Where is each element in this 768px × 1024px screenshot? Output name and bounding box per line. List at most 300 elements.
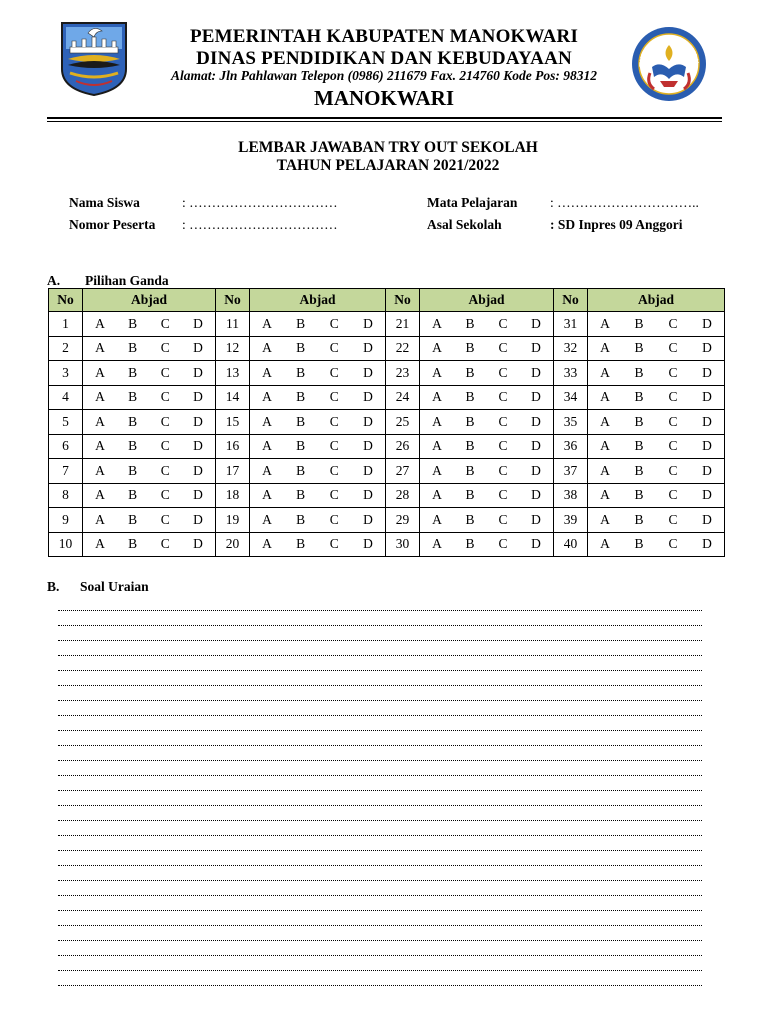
option-d[interactable]: D (531, 364, 541, 380)
essay-line[interactable] (58, 791, 702, 806)
option-d[interactable]: D (363, 340, 373, 356)
option-c[interactable]: C (668, 413, 678, 429)
nomor-peserta-label: Nomor Peserta (69, 217, 156, 232)
table-row (49, 385, 725, 410)
question-number: 15 (216, 410, 250, 435)
answer-options (250, 459, 386, 484)
option-d[interactable]: D (702, 487, 712, 503)
option-a[interactable]: A (262, 487, 272, 503)
question-number: 6 (49, 434, 83, 459)
essay-line[interactable] (58, 626, 702, 641)
option-c[interactable]: C (668, 340, 678, 356)
option-b[interactable]: B (465, 536, 475, 552)
option-c[interactable]: C (668, 511, 678, 527)
option-d[interactable]: D (702, 536, 712, 552)
answer-options (250, 361, 386, 386)
essay-answer-area[interactable] (58, 596, 702, 986)
question-number: 29 (386, 508, 420, 533)
option-c[interactable]: C (329, 462, 339, 478)
section-b-marker: B. (47, 579, 60, 594)
option-a[interactable]: A (600, 315, 610, 331)
answer-options (420, 410, 554, 435)
option-a[interactable]: A (432, 315, 442, 331)
option-a[interactable]: A (600, 462, 610, 478)
essay-line[interactable] (58, 746, 702, 761)
option-a[interactable]: A (600, 364, 610, 380)
option-c[interactable]: C (668, 487, 678, 503)
option-b[interactable]: B (296, 340, 306, 356)
option-c[interactable]: C (329, 413, 339, 429)
nomor-peserta-field[interactable]: : …………………………… (182, 217, 338, 232)
essay-line[interactable] (58, 911, 702, 926)
essay-line[interactable] (58, 941, 702, 956)
answer-options (83, 434, 216, 459)
answer-options (588, 459, 725, 484)
option-b[interactable]: B (128, 389, 138, 405)
table-row (49, 532, 725, 557)
essay-line[interactable] (58, 926, 702, 941)
answer-options (250, 508, 386, 533)
answer-options (83, 385, 216, 410)
abjad-header: Abjad (420, 289, 554, 312)
table-row (49, 312, 725, 337)
answer-options (588, 410, 725, 435)
option-a[interactable]: A (432, 389, 442, 405)
question-number: 19 (216, 508, 250, 533)
question-number: 8 (49, 483, 83, 508)
option-a[interactable]: A (262, 315, 272, 331)
option-c[interactable]: C (329, 536, 339, 552)
option-b[interactable]: B (296, 413, 306, 429)
essay-line[interactable] (58, 671, 702, 686)
option-c[interactable]: C (329, 487, 339, 503)
question-number: 3 (49, 361, 83, 386)
option-b[interactable]: B (634, 487, 644, 503)
option-b[interactable]: B (634, 462, 644, 478)
abjad-header: Abjad (588, 289, 725, 312)
option-d[interactable]: D (363, 389, 373, 405)
question-number: 11 (216, 312, 250, 337)
option-c[interactable]: C (160, 364, 170, 380)
no-header: No (49, 289, 83, 312)
option-d[interactable]: D (363, 487, 373, 503)
option-c[interactable]: C (329, 340, 339, 356)
option-c[interactable]: C (160, 340, 170, 356)
answer-options (83, 336, 216, 361)
question-number: 10 (49, 532, 83, 557)
option-b[interactable]: B (128, 487, 138, 503)
option-b[interactable]: B (128, 536, 138, 552)
question-number: 26 (386, 434, 420, 459)
essay-line[interactable] (58, 611, 702, 626)
option-b[interactable]: B (634, 389, 644, 405)
answer-options (250, 312, 386, 337)
question-number: 33 (554, 361, 588, 386)
option-a[interactable]: A (600, 438, 610, 454)
option-b[interactable]: B (634, 315, 644, 331)
option-a[interactable]: A (600, 536, 610, 552)
option-b[interactable]: B (296, 487, 306, 503)
option-c[interactable]: C (160, 487, 170, 503)
answer-options (420, 459, 554, 484)
option-c[interactable]: C (498, 389, 508, 405)
table-row (49, 361, 725, 386)
option-c[interactable]: C (498, 413, 508, 429)
answer-options (420, 385, 554, 410)
option-b[interactable]: B (296, 438, 306, 454)
answer-options (250, 532, 386, 557)
header-rule-thin (47, 121, 722, 122)
essay-line[interactable] (58, 716, 702, 731)
option-d[interactable]: D (193, 487, 203, 503)
option-c[interactable]: C (668, 389, 678, 405)
header-address: Alamat: Jln Pahlawan Telepon (0986) 211679 Fax. 214760 Kode Pos: 98312 (171, 68, 597, 83)
question-number: 12 (216, 336, 250, 361)
option-b[interactable]: B (296, 364, 306, 380)
question-number: 25 (386, 410, 420, 435)
answer-options (83, 508, 216, 533)
option-c[interactable]: C (668, 536, 678, 552)
option-a[interactable]: A (600, 389, 610, 405)
option-c[interactable]: C (668, 438, 678, 454)
question-number: 9 (49, 508, 83, 533)
option-a[interactable]: A (95, 340, 105, 356)
question-number: 39 (554, 508, 588, 533)
answer-grid-header (49, 289, 725, 312)
answer-options (250, 434, 386, 459)
essay-line[interactable] (58, 956, 702, 971)
asal-sekolah-value: : SD Inpres 09 Anggori (550, 217, 683, 232)
question-number: 28 (386, 483, 420, 508)
essay-line[interactable] (58, 776, 702, 791)
option-d[interactable]: D (531, 389, 541, 405)
option-b[interactable]: B (465, 364, 475, 380)
nama-siswa-field[interactable]: : …………………………… (182, 195, 338, 210)
option-d[interactable]: D (702, 413, 712, 429)
option-a[interactable]: A (432, 413, 442, 429)
answer-options (588, 483, 725, 508)
option-c[interactable]: C (498, 487, 508, 503)
question-number: 16 (216, 434, 250, 459)
option-d[interactable]: D (193, 413, 203, 429)
option-a[interactable]: A (262, 438, 272, 454)
option-b[interactable]: B (465, 511, 475, 527)
option-c[interactable]: C (498, 340, 508, 356)
option-c[interactable]: C (329, 438, 339, 454)
option-a[interactable]: A (262, 511, 272, 527)
option-b[interactable]: B (128, 462, 138, 478)
option-a[interactable]: A (95, 438, 105, 454)
option-a[interactable]: A (600, 340, 610, 356)
option-d[interactable]: D (363, 438, 373, 454)
option-b[interactable]: B (128, 438, 138, 454)
option-a[interactable]: A (432, 438, 442, 454)
option-c[interactable]: C (160, 389, 170, 405)
answer-options (420, 483, 554, 508)
option-c[interactable]: C (160, 462, 170, 478)
option-b[interactable]: B (465, 487, 475, 503)
table-row (49, 483, 725, 508)
question-number: 31 (554, 312, 588, 337)
section-a-title: Pilihan Ganda (85, 273, 169, 288)
option-b[interactable]: B (634, 536, 644, 552)
answer-options (83, 483, 216, 508)
option-a[interactable]: A (600, 511, 610, 527)
question-number: 7 (49, 459, 83, 484)
option-a[interactable]: A (432, 364, 442, 380)
option-a[interactable]: A (262, 389, 272, 405)
no-header: No (554, 289, 588, 312)
answer-options (83, 361, 216, 386)
essay-line[interactable] (58, 731, 702, 746)
question-number: 27 (386, 459, 420, 484)
option-a[interactable]: A (432, 462, 442, 478)
option-d[interactable]: D (702, 389, 712, 405)
option-b[interactable]: B (465, 340, 475, 356)
answer-options (83, 312, 216, 337)
option-a[interactable]: A (600, 487, 610, 503)
question-number: 1 (49, 312, 83, 337)
question-number: 13 (216, 361, 250, 386)
essay-line[interactable] (58, 851, 702, 866)
option-c[interactable]: C (498, 364, 508, 380)
option-d[interactable]: D (531, 340, 541, 356)
option-d[interactable]: D (193, 315, 203, 331)
question-number: 14 (216, 385, 250, 410)
option-d[interactable]: D (702, 364, 712, 380)
no-header: No (216, 289, 250, 312)
option-c[interactable]: C (329, 511, 339, 527)
option-d[interactable]: D (702, 340, 712, 356)
essay-line[interactable] (58, 971, 702, 986)
option-d[interactable]: D (363, 511, 373, 527)
option-b[interactable]: B (296, 462, 306, 478)
essay-line[interactable] (58, 686, 702, 701)
header-rule-thick (47, 117, 722, 119)
question-number: 17 (216, 459, 250, 484)
answer-options (420, 434, 554, 459)
option-d[interactable]: D (702, 315, 712, 331)
option-b[interactable]: B (296, 511, 306, 527)
option-b[interactable]: B (634, 413, 644, 429)
option-d[interactable]: D (702, 438, 712, 454)
option-c[interactable]: C (160, 413, 170, 429)
option-a[interactable]: A (432, 536, 442, 552)
option-b[interactable]: B (128, 315, 138, 331)
no-header: No (386, 289, 420, 312)
option-d[interactable]: D (193, 462, 203, 478)
question-number: 38 (554, 483, 588, 508)
table-row (49, 410, 725, 435)
answer-options (420, 532, 554, 557)
abjad-header: Abjad (250, 289, 386, 312)
asal-sekolah-label: Asal Sekolah (427, 217, 502, 232)
essay-line[interactable] (58, 761, 702, 776)
option-c[interactable]: C (498, 536, 508, 552)
answer-options (588, 312, 725, 337)
essay-line[interactable] (58, 881, 702, 896)
mata-pelajaran-field[interactable]: : ………………………….. (550, 195, 699, 210)
school-year: TAHUN PELAJARAN 2021/2022 (276, 157, 500, 174)
option-a[interactable]: A (95, 536, 105, 552)
essay-line[interactable] (58, 821, 702, 836)
option-d[interactable]: D (193, 340, 203, 356)
option-a[interactable]: A (262, 340, 272, 356)
question-number: 22 (386, 336, 420, 361)
option-a[interactable]: A (432, 340, 442, 356)
option-a[interactable]: A (600, 413, 610, 429)
option-b[interactable]: B (296, 536, 306, 552)
option-b[interactable]: B (465, 462, 475, 478)
option-d[interactable]: D (531, 462, 541, 478)
option-d[interactable]: D (363, 462, 373, 478)
answer-grid (48, 288, 725, 557)
answer-options (420, 312, 554, 337)
option-c[interactable]: C (498, 511, 508, 527)
option-d[interactable]: D (702, 511, 712, 527)
option-a[interactable]: A (432, 511, 442, 527)
option-a[interactable]: A (95, 413, 105, 429)
option-b[interactable]: B (634, 364, 644, 380)
option-c[interactable]: C (668, 364, 678, 380)
option-c[interactable]: C (498, 462, 508, 478)
option-a[interactable]: A (262, 364, 272, 380)
header-department: DINAS PENDIDIKAN DAN KEBUDAYAAN (196, 48, 572, 69)
option-d[interactable]: D (363, 364, 373, 380)
abjad-header: Abjad (83, 289, 216, 312)
question-number: 2 (49, 336, 83, 361)
essay-line[interactable] (58, 641, 702, 656)
essay-line[interactable] (58, 701, 702, 716)
question-number: 32 (554, 336, 588, 361)
answer-options (250, 336, 386, 361)
option-d[interactable]: D (363, 536, 373, 552)
option-a[interactable]: A (262, 413, 272, 429)
option-d[interactable]: D (193, 389, 203, 405)
section-a-marker: A. (47, 273, 61, 288)
option-d[interactable]: D (363, 413, 373, 429)
option-c[interactable]: C (329, 389, 339, 405)
option-c[interactable]: C (329, 364, 339, 380)
table-row (49, 336, 725, 361)
option-a[interactable]: A (95, 315, 105, 331)
option-d[interactable]: D (531, 315, 541, 331)
question-number: 30 (386, 532, 420, 557)
question-number: 4 (49, 385, 83, 410)
option-d[interactable]: D (363, 315, 373, 331)
option-d[interactable]: D (531, 413, 541, 429)
option-c[interactable]: C (498, 438, 508, 454)
question-number: 40 (554, 532, 588, 557)
essay-line[interactable] (58, 866, 702, 881)
essay-line[interactable] (58, 656, 702, 671)
mata-pelajaran-label: Mata Pelajaran (427, 195, 518, 210)
option-b[interactable]: B (465, 413, 475, 429)
option-d[interactable]: D (531, 438, 541, 454)
option-d[interactable]: D (531, 487, 541, 503)
option-a[interactable]: A (262, 536, 272, 552)
option-d[interactable]: D (702, 462, 712, 478)
option-a[interactable]: A (95, 364, 105, 380)
option-c[interactable]: C (498, 315, 508, 331)
answer-options (588, 508, 725, 533)
option-c[interactable]: C (668, 315, 678, 331)
question-number: 18 (216, 483, 250, 508)
essay-line[interactable] (58, 836, 702, 851)
option-b[interactable]: B (465, 315, 475, 331)
question-number: 5 (49, 410, 83, 435)
table-row (49, 459, 725, 484)
option-d[interactable]: D (531, 536, 541, 552)
sheet-title: LEMBAR JAWABAN TRY OUT SEKOLAH (238, 139, 538, 156)
option-d[interactable]: D (193, 364, 203, 380)
section-b-title: Soal Uraian (80, 579, 149, 594)
answer-options (588, 532, 725, 557)
option-c[interactable]: C (160, 536, 170, 552)
essay-line[interactable] (58, 806, 702, 821)
essay-line[interactable] (58, 896, 702, 911)
answer-options (83, 459, 216, 484)
essay-line[interactable] (58, 596, 702, 611)
option-d[interactable]: D (193, 511, 203, 527)
option-a[interactable]: A (432, 487, 442, 503)
option-b[interactable]: B (634, 438, 644, 454)
answer-options (250, 410, 386, 435)
option-b[interactable]: B (128, 511, 138, 527)
option-b[interactable]: B (128, 364, 138, 380)
option-b[interactable]: B (128, 413, 138, 429)
option-b[interactable]: B (296, 315, 306, 331)
answer-options (588, 434, 725, 459)
header-government: PEMERINTAH KABUPATEN MANOKWARI (189, 26, 579, 47)
tut-wuri-handayani-logo (630, 25, 708, 103)
question-number: 35 (554, 410, 588, 435)
option-c[interactable]: C (668, 462, 678, 478)
option-a[interactable]: A (95, 462, 105, 478)
option-b[interactable]: B (634, 340, 644, 356)
question-number: 34 (554, 385, 588, 410)
option-b[interactable]: B (128, 340, 138, 356)
option-d[interactable]: D (193, 536, 203, 552)
option-b[interactable]: B (296, 389, 306, 405)
answer-options (420, 508, 554, 533)
answer-options (420, 336, 554, 361)
answer-options (250, 385, 386, 410)
answer-options (83, 410, 216, 435)
option-c[interactable]: C (160, 511, 170, 527)
option-d[interactable]: D (193, 438, 203, 454)
answer-options (250, 483, 386, 508)
question-number: 24 (386, 385, 420, 410)
option-d[interactable]: D (531, 511, 541, 527)
table-row (49, 508, 725, 533)
option-a[interactable]: A (95, 511, 105, 527)
option-b[interactable]: B (465, 438, 475, 454)
answer-options (420, 361, 554, 386)
option-a[interactable]: A (95, 389, 105, 405)
option-a[interactable]: A (95, 487, 105, 503)
option-b[interactable]: B (465, 389, 475, 405)
answer-options (588, 385, 725, 410)
header-city: MANOKWARI (314, 86, 454, 110)
option-c[interactable]: C (160, 438, 170, 454)
table-row (49, 434, 725, 459)
answer-options (588, 361, 725, 386)
option-a[interactable]: A (262, 462, 272, 478)
option-c[interactable]: C (160, 315, 170, 331)
option-c[interactable]: C (329, 315, 339, 331)
option-b[interactable]: B (634, 511, 644, 527)
